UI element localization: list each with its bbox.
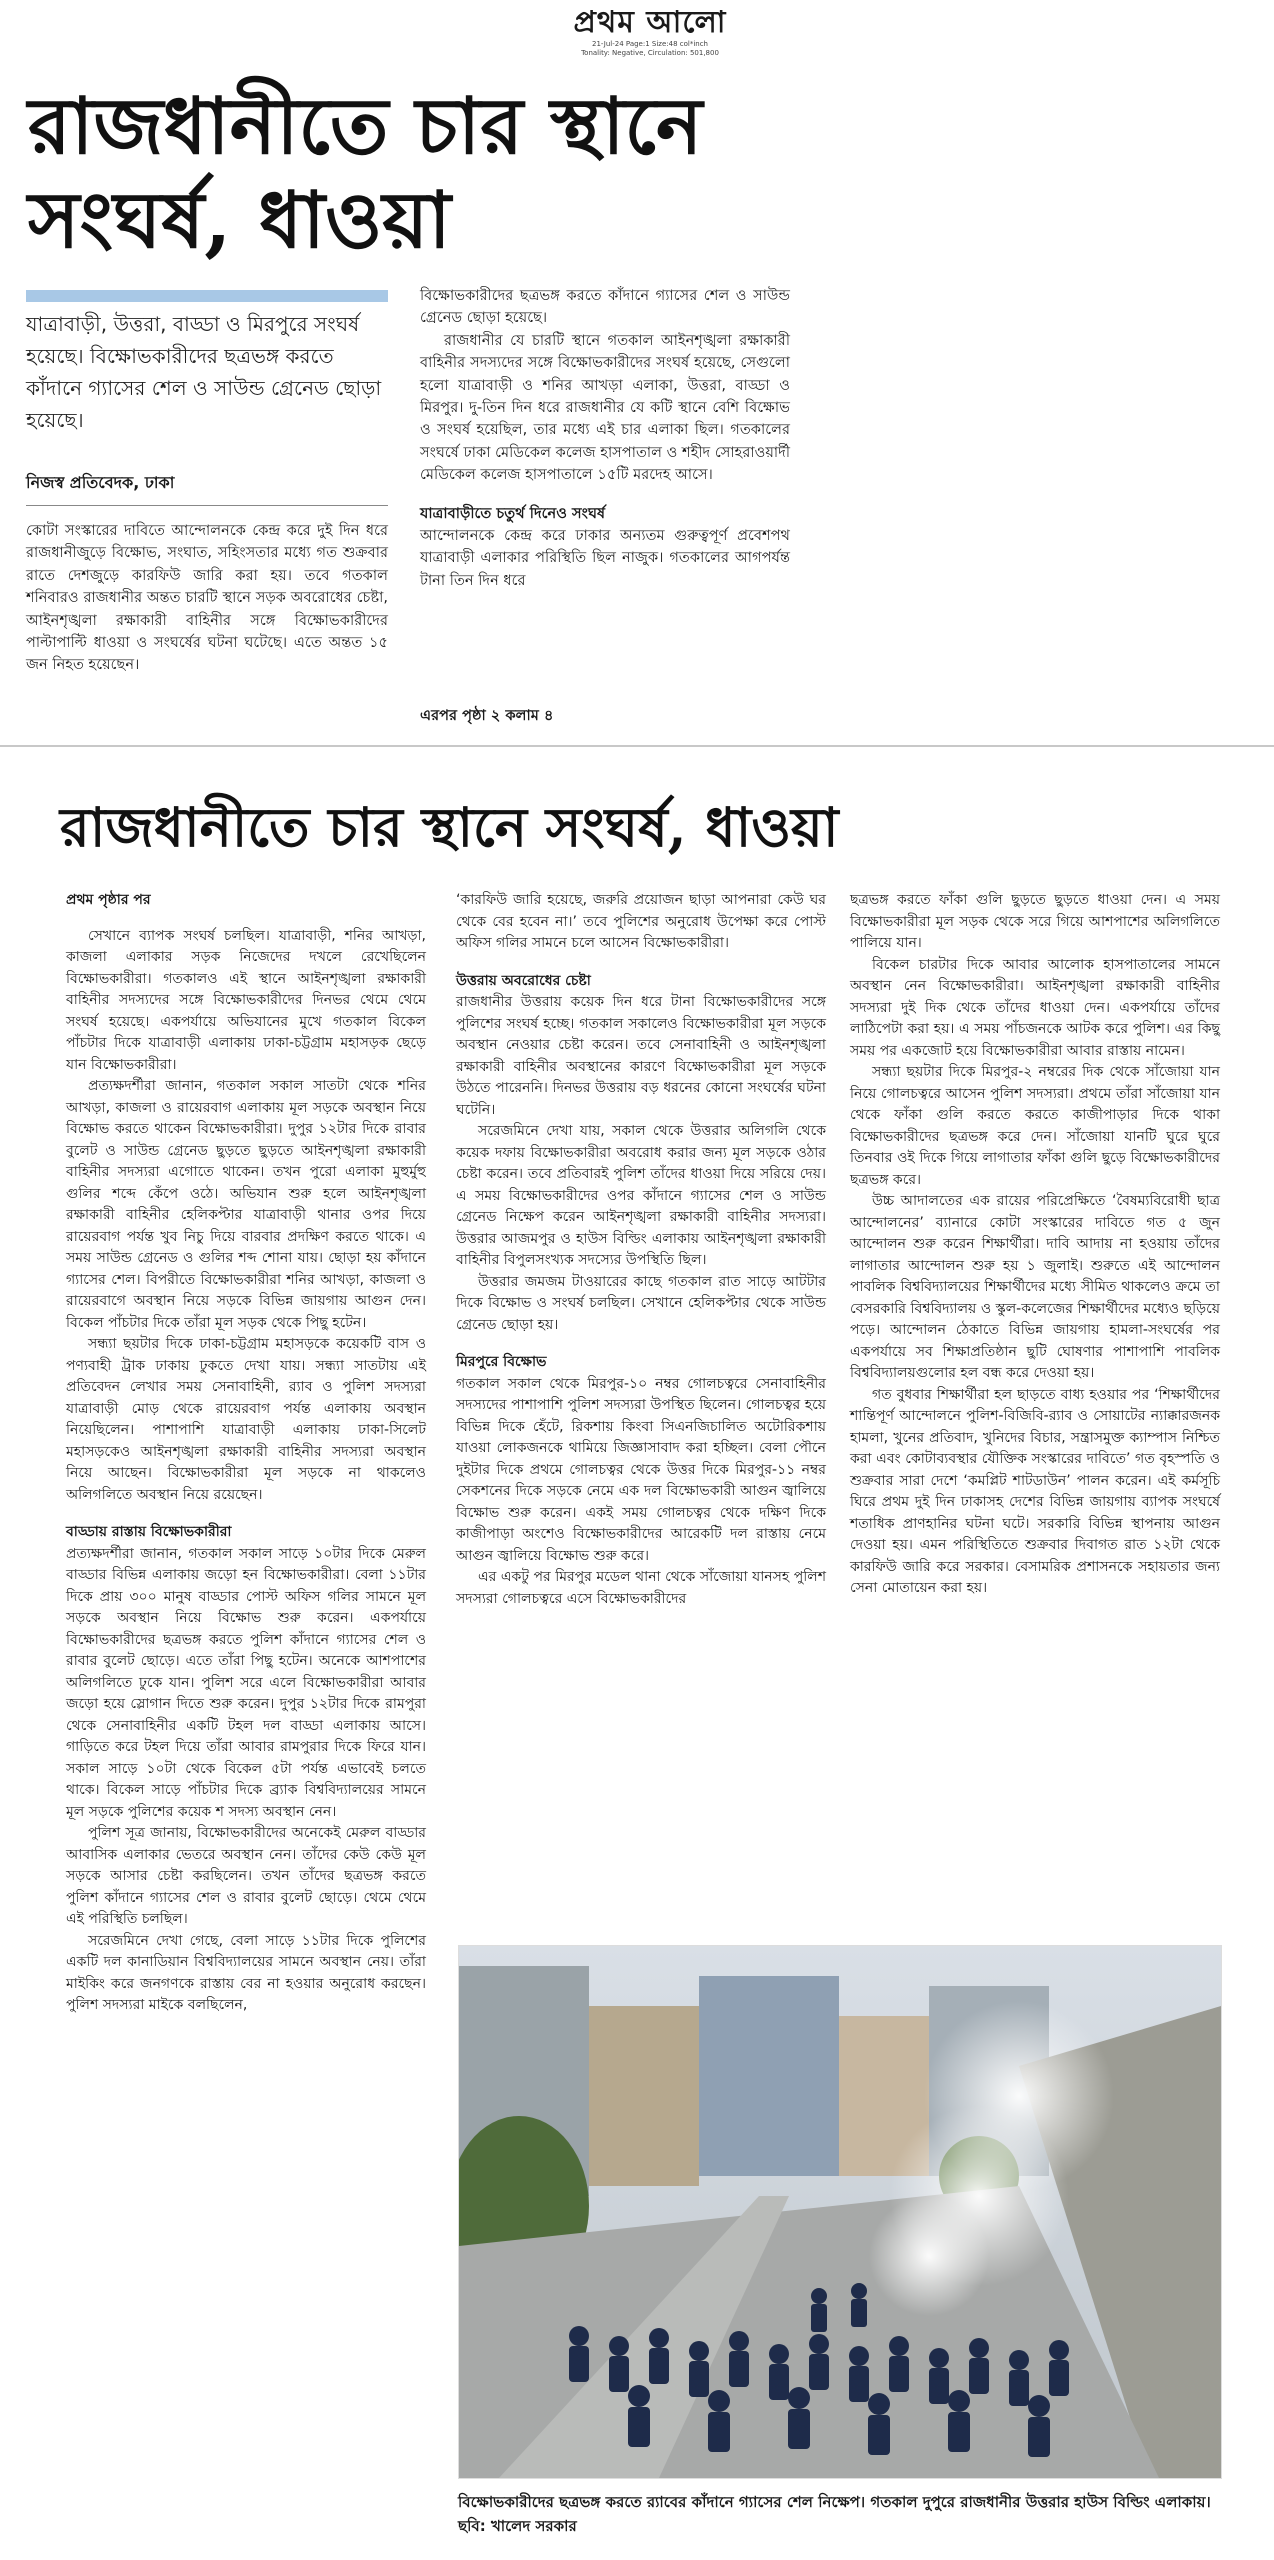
front-col2-paragraph: বিক্ষোভকারীদের ছত্রভঙ্গ করতে কাঁদানে গ্যাসের শেল ও সাউন্ড গ্রেনেড ছোড়া হয়েছে। [420, 287, 790, 327]
clipping-separator [0, 745, 1274, 747]
byline-divider [26, 505, 388, 506]
front-body-col2 [420, 285, 790, 592]
article-paragraph: উত্তরার জমজম টাওয়ারের কাছে গতকাল রাত সাড়ে আটটার দিকে বিক্ষোভ ও সংঘর্ষ চলছিল। সেখানে হেলিকপ্টার থেকে সাউন্ড গ্রেনেড ছোড়া হয়। [456, 1273, 826, 1333]
jump-line: এরপর পৃষ্ঠা ২ কলাম ৪ [420, 707, 554, 724]
clipping-meta-line2: Tonality: Negative, Circulation: 501,800 [581, 49, 719, 57]
article-paragraph: সেখানে ব্যাপক সংঘর্ষ চলছিল। যাত্রাবাড়ী, শনির আখড়া, কাজলা এলাকার সড়ক নিজেদের দখলে রেখেছিলেন বিক্ষোভকারীরা। গতকালও এই স্থানে আইনশৃঙ্খলা রক্ষাকারী বাহিনীর সদস্যদের সঙ্গে বিক্ষোভকারীদের দিনভর থেমে থেমে সংঘর্ষ হয়েছে। একপর্যায়ে অভিযানের মুখে গতকাল বিকেল পাঁচটার দিকে যাত্রাবাড়ী এলাকায় ঢাকা-চট্টগ্রাম মহাসড়ক ছেড়ে যান বিক্ষোভকারীরা। [66, 927, 426, 1073]
article-paragraph: এর একটু পর মিরপুর মডেল থানা থেকে সাঁজোয়া যানসহ পুলিশ সদস্যরা গোলচত্বরে এসে বিক্ষোভকারীদের [456, 1569, 826, 1607]
article-paragraph: গতকাল সকাল থেকে মিরপুর-১০ নম্বর গোলচত্বরে সেনাবাহিনীর সদস্যদের পাশাপাশি পুলিশ সদস্যরা উপস্থিত ছিলেন। গোলচত্বর হয়ে বিভিন্ন দিকে হেঁটে, রিকশায় কিংবা সিএনজিচালিত অটোরিকশায় যাওয়া লোকজনকে থামিয়ে জিজ্ঞাসাবাদ করা হচ্ছিল। বেলা পৌনে দুইটার দিকে প্রথমে গোলচত্বর থেকে উত্তর দিকে মিরপুর-১১ নম্বর সেকশনের দিকে সড়কে নেমে এক দল বিক্ষোভকারী আগুন জ্বালিয়ে বিক্ষোভ শুরু করেন। একই সময় গোলচত্বর থেকে দক্ষিণ দিকে কাজীপাড়া অংশেও বিক্ষোভকারীদের আরেকটি দল রাস্তায় নেমে আগুন জ্বালিয়ে বিক্ষোভ শুরু করে। [456, 1375, 826, 1564]
article-paragraph: প্রত্যক্ষদর্শীরা জানান, গতকাল সকাল সাড়ে ১০টার দিকে মেরুল বাড্ডার বিভিন্ন এলাকায় জড়ো হন বিক্ষোভকারীরা। বেলা ১১টার দিকে প্রায় ৩০০ মানুষ বাড্ডার পোস্ট অফিস গলির সামনে মূল সড়কে অবস্থান নিয়ে বিক্ষোভ শুরু করেন। একপর্যায়ে বিক্ষোভকারীদের ছত্রভঙ্গ করতে পুলিশ কাঁদানে গ্যাসের শেল ও রাবার বুলেট ছোড়ে। এতে তাঁরা পিছু হটেন। অনেকে আশপাশের অলিগলিতে ঢুকে যান। পুলিশ সরে এলে বিক্ষোভকারীরা আবার জড়ো হয়ে স্লোগান দিতে শুরু করেন। দুপুর ১২টার দিকে রামপুরা থেকে সেনাবাহিনীর একটি টহল দল বাড্ডা এলাকায় আসে। গাড়িতে করে টহল দিয়ে তাঁরা আবার রামপুরার দিকে ফিরে যান। সকাল সাড়ে ১০টা থেকে বিকেল ৫টা পর্যন্ত এভাবেই চলতে থাকে। বিকেল সাড়ে পাঁচটার দিকে ব্র্যাক বিশ্ববিদ্যালয়ের সামনে মূল সড়কে পুলিশের কয়েক শ সদস্য অবস্থান নেন। [66, 1545, 426, 1820]
article-paragraph: সরেজমিনে দেখা যায়, সকাল থেকে উত্তরার অলিগলি থেকে কয়েক দফায় বিক্ষোভকারীরা অবরোধ করার জন্য মূল সড়কে ওঠার চেষ্টা করেন। তবে প্রতিবারই পুলিশ তাঁদের ধাওয়া দিয়ে সরিয়ে দেয়। এ সময় বিক্ষোভকারীদের ওপর কাঁদানে গ্যাসের শেল ও সাউন্ড গ্রেনেড নিক্ষেপ করেন আইনশৃঙ্খলা রক্ষাকারী বাহিনীর সদস্যরা। উত্তরার আজমপুর ও হাউস বিল্ডিং এলাকায় আইনশৃঙ্খলা রক্ষাকারী বাহিনীর বিপুলসংখ্যক সদস্যের উপস্থিতি ছিল। [456, 1123, 826, 1268]
article-paragraph: রাজধানীর উত্তরায় কয়েক দিন ধরে টানা বিক্ষোভকারীদের সঙ্গে পুলিশের সংঘর্ষ হচ্ছে। গতকাল সকালেও বিক্ষোভকারীরা মূল সড়কে অবস্থান নেওয়ার চেষ্টা করেন। তবে সেনাবাহিনী ও আইনশৃঙ্খলা রক্ষাকারী বাহিনীর অবস্থানের কারণে বিক্ষোভকারীরা মূল সড়কে উঠতে পারেননি। দিনভর উত্তরায় বড় ধরনের কোনো সংঘর্ষের ঘটনা ঘটেনি। [456, 994, 826, 1118]
clipping-meta-line1: 21-Jul-24 Page:1 Size:48 col*inch [591, 40, 708, 48]
masthead [560, 6, 740, 58]
inside-column-3 [850, 890, 1220, 1600]
article-paragraph: উচ্চ আদালতের এক রায়ের পরিপ্রেক্ষিতে ‘বৈষম্যবিরোধী ছাত্র আন্দোলনের’ ব্যানারে কোটা সংস্কারের দাবিতে গত ৫ জুন আন্দোলন শুরু করেন শিক্ষার্থীরা। দাবি আদায় না হওয়ায় তাঁদের লাগাতার আন্দোলন শুরু হয় ১ জুলাই। শুরুতে এই আন্দোলন পাবলিক বিশ্ববিদ্যালয়ের শিক্ষার্থীদের মধ্যে সীমিত থাকলেও ক্রমে তা বেসরকারি বিশ্ববিদ্যালয় ও স্কুল-কলেজের শিক্ষার্থীদের মধ্যেও ছড়িয়ে পড়ে। আন্দোলন ঠেকাতে বিভিন্ন জায়গায় হামলা-সংঘর্ষের পর একপর্যায়ে সব শিক্ষাপ্রতিষ্ঠান ছুটি ঘোষণার পাশাপাশি পাবলিক বিশ্ববিদ্যালয়গুলোর হল বন্ধ করে দেওয়া হয়। [850, 1193, 1220, 1381]
photo-caption: বিক্ষোভকারীদের ছত্রভঙ্গ করতে র‍্যাবের কাঁদানে গ্যাসের শেল নিক্ষেপ। গতকাল দুপুরে রাজধানীর উত্তরার হাউস বিল্ডিং এলাকায়। ছবি: খালেদ সরকার [458, 2493, 1211, 2535]
article-paragraph: গত বুধবার শিক্ষার্থীরা হল ছাড়তে বাধ্য হওয়ার পর ‘শিক্ষার্থীদের শান্তিপূর্ণ আন্দোলনে পুলিশ-বিজিবি-র‍্যাব ও সোয়াটের ন্যাক্কারজনক হামলা, খুনের প্রতিবাদ, খুনিদের বিচার, সন্ত্রাসমুক্ত ক্যাম্পাস নিশ্চিত করা এবং কোটাব্যবস্থার যৌক্তিক সংস্কারের দাবিতে’ গত বৃহস্পতি ও শুক্রবার সারা দেশে ‘কমপ্লিট শাটডাউন’ পালন করেন। এই কর্মসূচি ঘিরে প্রথম দুই দিন ঢাকাসহ দেশের বিভিন্ন জায়গায় ব্যাপক সংঘর্ষে শতাধিক প্রাণহানির ঘটনা ঘটে। সরকারি বিভিন্ন স্থাপনায় আগুন দেওয়া হয়। এমন পরিস্থিতিতে শুক্রবার দিবাগত রাত ১২টা থেকে কারফিউ জারি করে সরকার। বেসামরিক প্রশাসনকে সহায়তার জন্য সেনা মোতায়েন করা হয়। [850, 1386, 1220, 1596]
lede-accent-bar [26, 290, 388, 302]
article-paragraph: সরেজমিনে দেখা গেছে, বেলা সাড়ে ১১টার দিকে পুলিশের একটি দল কানাডিয়ান বিশ্ববিদ্যালয়ের সামনে অবস্থান নেয়। তাঁরা মাইকিং করে জনগণকে রাস্তায় বের না হওয়ার অনুরোধ করছেন। পুলিশ সদস্যরা মাইকে বলছিলেন, [66, 1932, 426, 2013]
article-paragraph: পুলিশ সূত্র জানায়, বিক্ষোভকারীদের অনেকেই মেরুল বাড্ডার আবাসিক এলাকার ভেতরে অবস্থান নেন। তাঁদের কেউ কেউ মূল সড়কে আসার চেষ্টা করছিলেন। তখন তাঁদের ছত্রভঙ্গ করতে পুলিশ কাঁদানে গ্যাসের শেল ও রাবার বুলেট ছোড়ে। থেমে থেমে এই পরিস্থিতি চলছিল। [66, 1825, 426, 1927]
front-headline: রাজধানীতে চার স্থানে সংঘর্ষ, ধাওয়া [28, 81, 703, 266]
inside-column-2 [456, 890, 826, 1610]
section-subhead-badda: বাড্ডায় রাস্তায় বিক্ষোভকারীরা [66, 1524, 232, 1540]
inside-column-1 [66, 890, 426, 2017]
article-paragraph: ছত্রভঙ্গ করতে ফাঁকা গুলি ছুড়তে ছুড়তে ধাওয়া দেন। এ সময় বিক্ষোভকারীরা মূল সড়ক থেকে সরে গিয়ে আশপাশের অলিগলিতে পালিয়ে যান। [850, 892, 1220, 951]
front-col2-paragraph: আন্দোলনকে কেন্দ্র করে ঢাকার অন্যতম গুরুত্বপূর্ণ প্রবেশপথ যাত্রাবাড়ী এলাকার পরিস্থিতি ছিল নাজুক। গতকালের আগপর্যন্ত টানা তিন দিন ধরে [420, 527, 790, 589]
article-paragraph: ‘কারফিউ জারি হয়েছে, জরুরি প্রয়োজন ছাড়া আপনারা কেউ ঘর থেকে বের হবেন না।’ তবে পুলিশের অনুরোধ উপেক্ষা করে পোস্ট অফিস গলির সামনে চলে আসেন বিক্ষোভকারীরা। [456, 892, 826, 951]
article-paragraph: সন্ধ্যা ছয়টার দিকে মিরপুর-২ নম্বরের দিক থেকে সাঁজোয়া যান নিয়ে গোলচত্বরে আসেন পুলিশ সদস্যরা। প্রথমে তাঁরা সাঁজোয়া যান থেকে ফাঁকা গুলি করতে করতে কাজীপাড়ার দিকে থাকা বিক্ষোভকারীদের ছত্রভঙ্গ করে দেন। সাঁজোয়া যানটি ঘুরে ঘুরে তিনবার ওই দিকে গিয়ে লাগাতার ফাঁকা গুলি ছুড়ে বিক্ষোভকারীদের ছত্রভঙ্গ করে। [850, 1064, 1220, 1188]
article-paragraph: বিকেল চারটার দিকে আবার আলোক হাসপাতালের সামনে অবস্থান নেন বিক্ষোভকারীরা। আইনশৃঙ্খলা রক্ষাকারী বাহিনীর সদস্যরা দুই দিক থেকে তাঁদের ধাওয়া দেন। একপর্যায়ে তাঁদের লাঠিপেটা করা হয়। এ সময় পাঁচজনকে আটক করে পুলিশ। এর কিছু সময় পর একজোট হয়ে বিক্ষোভকারীরা আবার রাস্তায় নামেন। [850, 956, 1220, 1059]
front-lede: যাত্রাবাড়ী, উত্তরা, বাড্ডা ও মিরপুরে সংঘর্ষ হয়েছে। বিক্ষোভকারীদের ছত্রভঙ্গ করতে কাঁদানে গ্যাসের শেল ও সাউন্ড গ্রেনেড ছোড়া হয়েছে। [26, 312, 382, 432]
section-subhead-mirpur: মিরপুরে বিক্ষোভ [456, 1354, 547, 1370]
article-paragraph: প্রত্যক্ষদর্শীরা জানান, গতকাল সকাল সাতটা থেকে শনির আখড়া, কাজলা ও রায়েরবাগ এলাকায় মূল সড়কে অবস্থান নিয়ে বিক্ষোভ করতে থাকেন বিক্ষোভকারীরা। দুপুর ১২টার দিকে রাবার বুলেট ও সাউন্ড গ্রেনেড ছুড়তে ছুড়তে আইনশৃঙ্খলা রক্ষাকারী বাহিনীর সদস্যরা এগোতে থাকেন। তখন পুরো এলাকা মুহুর্মুহু গুলির শব্দে কেঁপে ওঠে। অভিযান শুরু হলে আইনশৃঙ্খলা রক্ষাকারী বাহিনীর হেলিকপ্টার যাত্রাবাড়ী থানার ওপর দিয়ে রায়েরবাগ পর্যন্ত খুব নিচু দিয়ে বারবার প্রদক্ষিণ করতে থাকে। এ সময় সাউন্ড গ্রেনেড ও গুলির শব্দ শোনা যায়। ছোড়া হয় কাঁদানে গ্যাসের শেল। বিপরীতে বিক্ষোভকারীরা শনির আখড়া, কাজলা ও রায়েরবাগে অবস্থান নিয়ে সড়কে বিভিন্ন জায়গায় আগুন দেন। বিকেল পাঁচটার দিকে তাঁরা মূল সড়ক থেকে পিছু হটেন। [66, 1078, 426, 1331]
section-subhead-uttara: উত্তরায় অবরোধের চেষ্টা [456, 972, 591, 989]
front-col2-subhead: যাত্রাবাড়ীতে চতুর্থ দিনেও সংঘর্ষ [420, 504, 606, 522]
inside-headline: রাজধানীতে চার স্থানে সংঘর্ষ, ধাওয়া [60, 795, 839, 859]
news-photo [458, 1945, 1222, 2479]
article-paragraph: সন্ধ্যা ছয়টার দিকে ঢাকা-চট্টগ্রাম মহাসড়কে কয়েকটি বাস ও পণ্যবাহী ট্রাক ঢাকায় ঢুকতে দেখা যায়। সন্ধ্যা সাতটায় এই প্রতিবেদন লেখার সময় সেনাবাহিনী, র‍্যাব ও পুলিশ সদস্যরা যাত্রাবাড়ী মোড় থেকে রায়েরবাগ পর্যন্ত এলাকায় অবস্থান নিয়েছিলেন। পাশাপাশি যাত্রাবাড়ী এলাকায় ঢাকা-সিলেট মহাসড়কেও আইনশৃঙ্খলা রক্ষাকারী বাহিনীর সদস্যরা অবস্থান নিয়ে আছেন। বিক্ষোভকারীরা মূল সড়কে না থাকলেও অলিগলিতে অবস্থান নিয়ে রয়েছেন। [66, 1336, 426, 1503]
front-body-col1: কোটা সংস্কারের দাবিতে আন্দোলনকে কেন্দ্র করে দুই দিন ধরে রাজধানীজুড়ে বিক্ষোভ, সংঘাত, সহিংসতার মধ্যে গত শুক্রবার রাতে দেশজুড়ে কারফিউ জারি করা হয়। তবে গতকাল শনিবারও রাজধানীর অন্তত চারটি স্থানে সড়ক অবরোধের চেষ্টা, আইনশৃঙ্খলা রক্ষাকারী বাহিনীর সঙ্গে বিক্ষোভকারীদের পাল্টাপাল্টি ধাওয়া ও সংঘর্ষের ঘটনা ঘটেছে। এতে অন্তত ১৫ জন নিহত হয়েছেন। [26, 522, 388, 674]
newspaper-logo: প্রথম আলো [573, 5, 727, 40]
continued-label: প্রথম পৃষ্ঠার পর [66, 892, 151, 908]
front-col2-paragraph: রাজধানীর যে চারটি স্থানে গতকাল আইনশৃঙ্খলা রক্ষাকারী বাহিনীর সদস্যদের সঙ্গে বিক্ষোভকারীদের সংঘর্ষ হয়েছে, সেগুলো হলো যাত্রাবাড়ী ও শনির আখড়া এলাকা, উত্তরা, বাড্ডা ও মিরপুর। দু-তিন দিন ধরে রাজধানীর যে কটি স্থানে বেশি বিক্ষোভ ও সংঘর্ষ হয়েছিল, তার মধ্যে এই চার এলাকা ছিল। গতকালের সংঘর্ষে ঢাকা মেডিকেল কলেজ হাসপাতাল ও শহীদ সোহরাওয়ার্দী মেডিকেল কলেজ হাসপাতালে ১৫টি মরদেহ আসে। [420, 331, 790, 484]
byline: নিজস্ব প্রতিবেদক, ঢাকা [26, 473, 175, 492]
